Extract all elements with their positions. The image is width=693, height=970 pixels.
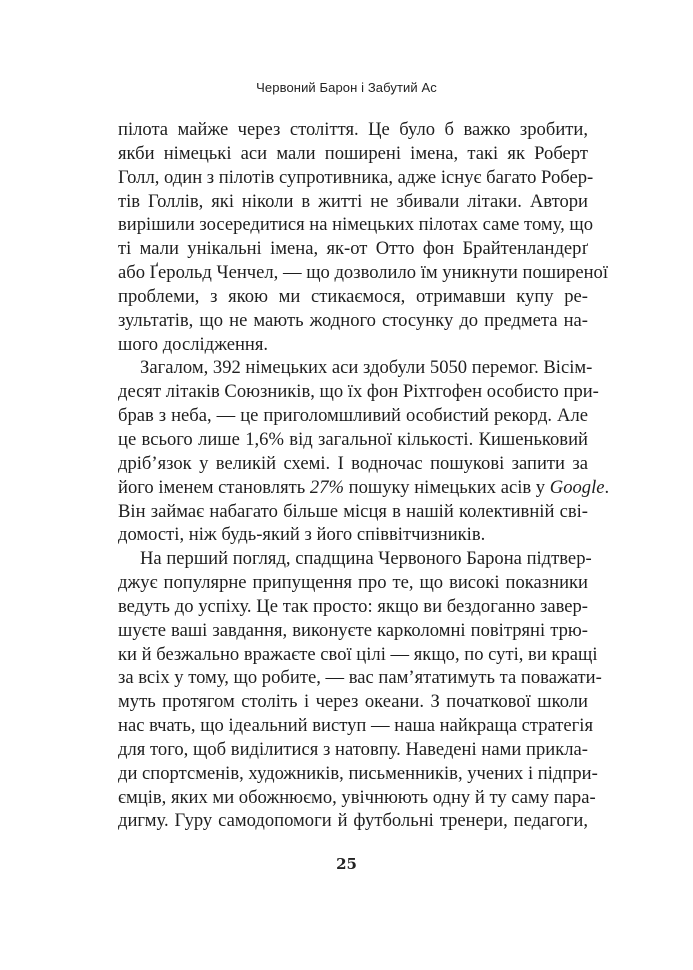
text-line: муть протягом століть і через океани. З початкової школи [118,691,588,713]
text-line: якби німецькі аси мали поширені імена, такі як Роберт [118,142,588,164]
text-line: ті мали унікальні імена, як-от Отто фон Брайтенландерґ [118,238,588,260]
text-line: вирішили зосередитися на німецьких пілотах саме тому, що [118,214,593,236]
text-line: для того, щоб виділитися з натовпу. Наведені нами прикла- [118,738,588,760]
text-line: дріб’язок у великій схемі. І водночас пошукові запити за [118,452,588,474]
text-line: або Ґерольд Ченчел, — що дозволило їм уникнути поширеної [118,262,608,284]
text-line: нас вчать, що ідеальний виступ — наша найкраща стратегія [118,715,594,737]
text-line: Голл, один з пілотів супротивника, адже існує багато Робер- [118,166,594,188]
text-line: Він займає набагато більше місця в нашій колективній сві- [118,500,588,522]
running-head: Червоний Барон і Забутий Ас [256,80,437,95]
text-line: Загалом, 392 німецьких аси здобули 5050 перемог. Вісім- [140,357,593,379]
text-line: брав з неба, — це приголомшливий особистий рекорд. Але [118,405,588,427]
text-line: зультатів, що не мають жодного стосунку до предмета на- [118,309,588,331]
text-line: за всіх у тому, що робите, — вас пам’ятатимуть та поважати- [118,667,602,689]
text-line: тів Голлів, які ніколи в житті не збивали літаки. Автори [118,190,588,212]
page-number: 25 [336,855,357,873]
text-line: ведуть до успіху. Це так просто: якщо ви бездоганно завер- [118,595,588,617]
text-line: дигму. Гуру самодопомоги й футбольні тренери, педагоги, [118,810,588,832]
body-text [118,118,610,833]
text-line: джує популярне припущення про те, що високі показники [118,572,588,594]
text-line: домості, ніж будь-який з його співвітчизників. [118,524,486,546]
text-line: ди спортсменів, художників, письменників, учених і підпри- [118,762,598,784]
text-line: його іменем становлять 27% пошуку німецьких асів у Google. [118,476,610,498]
text-line: ки й безжально вражаєте свої цілі — якщо, по суті, ви кращі [118,643,598,665]
text-line: десят літаків Союзників, що їх фон Ріхтгофен особисто при- [118,381,599,403]
text-line: пілота майже через століття. Це було б важко зробити, [118,119,588,140]
text-line: проблеми, з якою ми стикаємося, отримавши купу ре- [118,285,588,307]
text-line: шого дослідження. [118,333,269,355]
text-line: це всього лише 1,6% від загальної кількості. Кишеньковий [118,428,588,450]
text-line: шуєте ваші завдання, виконуєте карколомні повітряні трю- [118,619,588,641]
text-line: ємців, яких ми обожнюємо, увічнюють одну й ту саму пара- [118,786,596,808]
text-line: На перший погляд, спадщина Червоного Барона підтвер- [140,548,592,570]
